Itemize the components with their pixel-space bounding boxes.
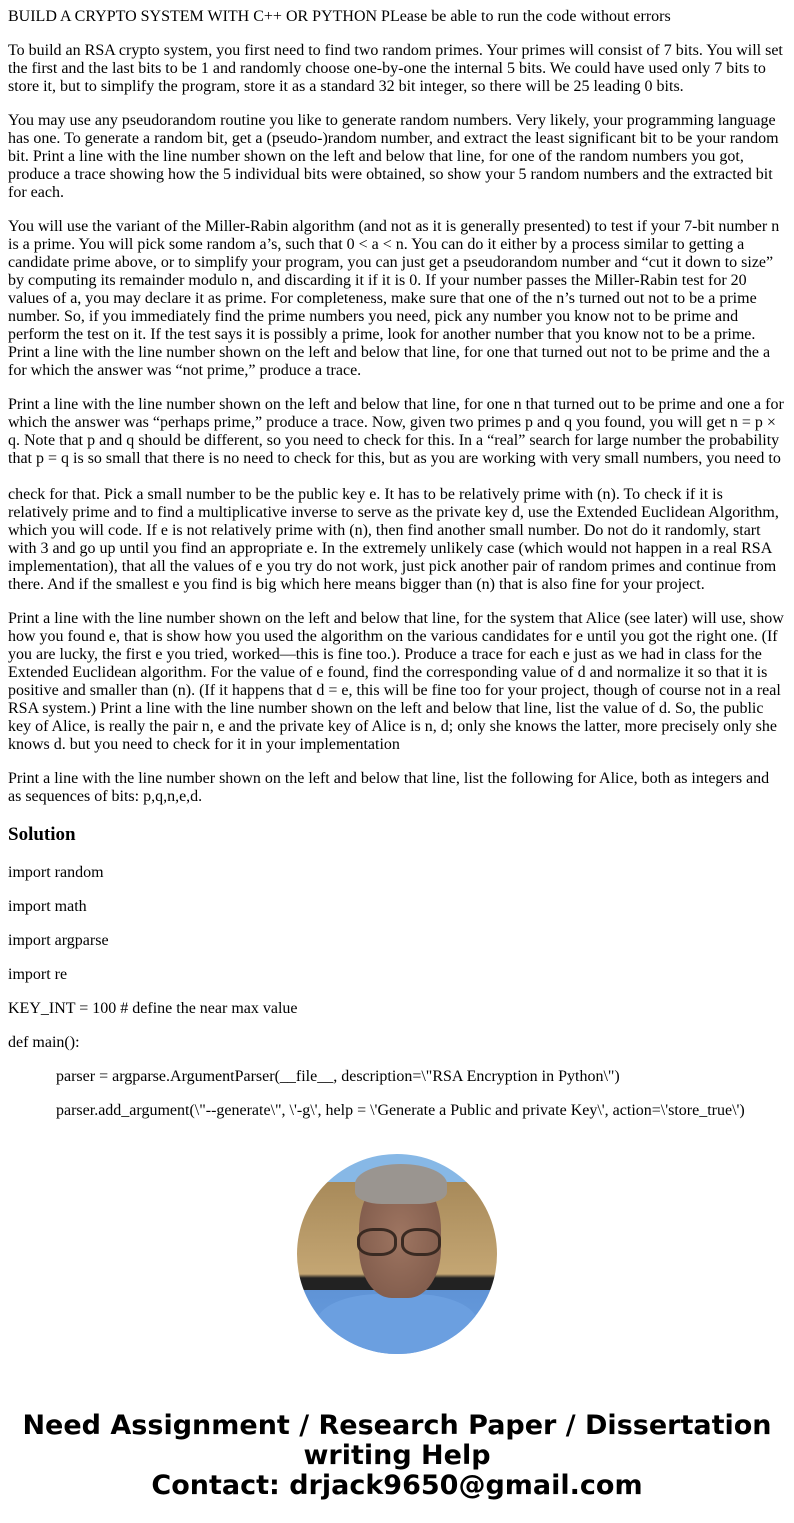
- glasses-right: [401, 1228, 441, 1256]
- solution-heading: Solution: [8, 824, 76, 845]
- author-photo-container: [8, 1154, 786, 1359]
- question-paragraph: You may use any pseudorandom routine you like to generate random numbers. Very likely, your programming language has one. To generate a random bit, get a (pseudo-)random number, and extract the least significant bit to be your random bit. Print a line with the line number shown on the left and below that line, for one of the random numbers you got, produce a trace showing how the 5 individual bits were obtained, so show your 5 random numbers and the extracted bit for each.: [8, 112, 779, 201]
- code-line: KEY_INT = 100 # define the near max value: [8, 1000, 298, 1017]
- shirt-shape: [317, 1294, 477, 1354]
- question-title: BUILD A CRYPTO SYSTEM WITH C++ OR PYTHON PLease be able to run the code without errors: [8, 8, 671, 25]
- code-line: def main():: [8, 1034, 80, 1051]
- question-paragraph: Print a line with the line number shown on the left and below that line, for one n that turned out to be prime and one a for which the answer was “perhaps prime,” produce a trace. Now, given two primes p and q you found, you will get n = p × q. Note that p and q should be different, so you need to check for this. In a “real” search for large number the probability that p = q is so small that there is no need to check for this, but as you are working with very small numbers, you need to: [8, 396, 784, 467]
- code-line: import math: [8, 898, 87, 915]
- question-paragraph: To build an RSA crypto system, you first need to find two random primes. Your primes will consist of 7 bits. You will set the first and the last bits to be 1 and randomly choose one-by-one the internal 5 bits. We could have used only 7 bits to store it, but to simplify the program, store it as a standard 32 bit integer, so there will be 25 leading 0 bits.: [8, 42, 783, 95]
- code-line: parser.add_argument(\"--generate\", \'-g\', help = \'Generate a Public and private Key\', action=\'store_true\'): [56, 1102, 745, 1119]
- code-line: parser = argparse.ArgumentParser(__file__, description=\"RSA Encryption in Python\"): [56, 1068, 620, 1085]
- question-paragraph: check for that. Pick a small number to be the public key e. It has to be relatively prime with (n). To check if it is relatively prime and to find a multiplicative inverse to serve as the private key d, use the Extended Euclidean Algorithm, which you will code. If e is not relatively prime with (n), then find another small number. Do not do it randomly, start with 3 and go up until you find an appropriate e. In the extremely unlikely case (which would not happen in a real RSA implementation), that all the values of e you try do not work, just pick another pair of random primes and continue from there. And if the smallest e you find is big which here means bigger than (n) that is also fine for your project.: [8, 486, 779, 593]
- footer-line: Need Assignment / Research Paper / Dissertation writing Help: [22, 1410, 772, 1471]
- question-paragraph: Print a line with the line number shown on the left and below that line, for the system that Alice (see later) will use, show how you found e, that is show how you used the algorithm on the various candidates for e until you got the right one. (If you are lucky, the first e you tried, worked—this is fine too.). Produce a trace for each e just as we had in class for the Extended Euclidean algorithm. For the value of e found, find the corresponding value of d and normalize it so that it is positive and smaller than (n). (If it happens that d = e, this will be fine too for your project, though of course not in a real RSA system.) Print a line with the line number shown on the left and below that line, list the value of d. So, the public key of Alice, is really the pair n, e and the private key of Alice is n, d; only she knows the latter, more precisely only she knows d. but you need to check for it in your implementation: [8, 610, 784, 753]
- code-line: import random: [8, 864, 104, 881]
- author-photo: [297, 1154, 497, 1354]
- code-line: import argparse: [8, 932, 109, 949]
- question-paragraph: Print a line with the line number shown on the left and below that line, list the following for Alice, both as integers and as sequences of bits: p,q,n,e,d.: [8, 770, 770, 805]
- footer-ad: [8, 1411, 786, 1501]
- code-line: import re: [8, 966, 68, 983]
- glasses-left: [357, 1228, 397, 1256]
- footer-contact: Contact: drjack9650@gmail.com: [151, 1470, 643, 1501]
- question-paragraph: You will use the variant of the Miller-Rabin algorithm (and not as it is generally presented) to test if your 7-bit number n is a prime. You will pick some random a’s, such that 0 < a < n. You can do it either by a process similar to getting a candidate prime above, or to simplify your program, you can just get a pseudorandom number and “cut it down to size” by computing its remainder modulo n, and discarding it if it is 0. If your number passes the Miller-Rabin test for 20 values of a, you may declare it as prime. For completeness, make sure that one of the n’s turned out not to be a prime number. So, if you immediately find the prime numbers you need, pick any number you know not to be prime and perform the test on it. If the test says it is possibly a prime, look for another number that you know not to be a prime. Print a line with the line number shown on the left and below that line, for one that turned out not to be prime and the a for which the answer was “not prime,” produce a trace.: [8, 218, 780, 379]
- solution-code: [8, 864, 786, 1120]
- hair-shape: [355, 1164, 447, 1204]
